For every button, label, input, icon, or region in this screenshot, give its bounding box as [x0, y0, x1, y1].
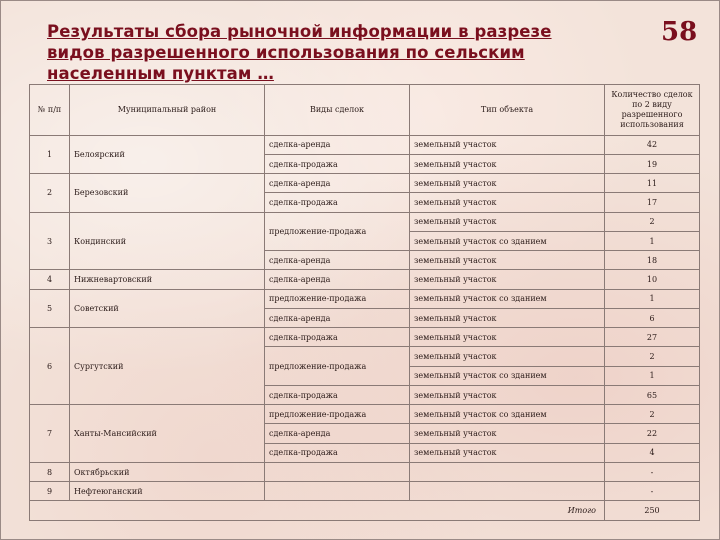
slide-number: 58 [661, 17, 698, 47]
cell-count: 17 [605, 193, 700, 212]
cell-object: земельный участок [410, 135, 605, 154]
cell-count: 1 [605, 366, 700, 385]
cell-object: земельный участок со зданием [410, 405, 605, 424]
cell-deal: сделка-продажа [265, 328, 410, 347]
cell-count: 10 [605, 270, 700, 289]
cell-object: земельный участок [410, 347, 605, 366]
cell-deal: предложение-продажа [265, 289, 410, 308]
table-row [30, 174, 700, 193]
cell-count: 1 [605, 231, 700, 250]
cell-count: 22 [605, 424, 700, 443]
cell-object: земельный участок со зданием [410, 366, 605, 385]
row-num: 8 [30, 462, 70, 481]
cell-object: земельный участок [410, 328, 605, 347]
cell-deal: сделка-продажа [265, 385, 410, 404]
row-num: 7 [30, 405, 70, 463]
cell-deal: сделка-аренда [265, 251, 410, 270]
row-num: 9 [30, 482, 70, 501]
cell-object: земельный участок со зданием [410, 231, 605, 250]
row-num: 3 [30, 212, 70, 270]
cell-object: земельный участок [410, 385, 605, 404]
cell-object: земельный участок [410, 443, 605, 462]
table-row [30, 462, 700, 481]
row-district: Березовский [70, 174, 265, 213]
row-district: Кондинский [70, 212, 265, 270]
header-num: № п/п [30, 85, 70, 136]
cell-deal: сделка-аренда [265, 424, 410, 443]
cell-count: 18 [605, 251, 700, 270]
cell-object: земельный участок [410, 193, 605, 212]
cell-count: 19 [605, 154, 700, 173]
cell-deal [265, 482, 410, 501]
cell-object: земельный участок [410, 251, 605, 270]
cell-deal: предложение-продажа [265, 212, 410, 251]
row-district: Нефтеюганский [70, 482, 265, 501]
cell-count: 6 [605, 308, 700, 327]
cell-deal: предложение-продажа [265, 405, 410, 424]
table-row [30, 270, 700, 289]
cell-count: - [605, 462, 700, 481]
cell-object: земельный участок [410, 212, 605, 231]
table-row [30, 405, 700, 424]
table-header-row [30, 85, 700, 136]
data-table [29, 84, 700, 521]
row-district: Нижневартовский [70, 270, 265, 289]
cell-count: 2 [605, 212, 700, 231]
header-district: Муниципальный район [70, 85, 265, 136]
cell-deal: сделка-аренда [265, 135, 410, 154]
cell-deal: сделка-аренда [265, 270, 410, 289]
header-object-type: Тип объекта [410, 85, 605, 136]
cell-object: земельный участок со зданием [410, 289, 605, 308]
row-num: 5 [30, 289, 70, 328]
cell-object [410, 482, 605, 501]
row-district: Советский [70, 289, 265, 328]
row-num: 1 [30, 135, 70, 174]
row-district: Октябрьский [70, 462, 265, 481]
cell-count: 42 [605, 135, 700, 154]
cell-deal: сделка-аренда [265, 308, 410, 327]
row-num: 6 [30, 328, 70, 405]
slide-title: Результаты сбора рыночной информации в разрезе видов разрешенного использования по сельским населенным пунктам … [47, 22, 552, 83]
row-district: Белоярский [70, 135, 265, 174]
cell-deal: сделка-продажа [265, 154, 410, 173]
cell-count: 2 [605, 405, 700, 424]
row-district: Ханты-Мансийский [70, 405, 265, 463]
header-count: Количество сделок по 2 виду разрешенного использования [605, 85, 700, 136]
cell-object: земельный участок [410, 308, 605, 327]
table-row [30, 135, 700, 154]
cell-object: земельный участок [410, 174, 605, 193]
table-row [30, 328, 700, 347]
cell-deal: сделка-аренда [265, 174, 410, 193]
total-label: Итого [30, 501, 605, 521]
cell-object: земельный участок [410, 424, 605, 443]
cell-count: 1 [605, 289, 700, 308]
table-row [30, 482, 700, 501]
cell-object: земельный участок [410, 154, 605, 173]
cell-count: 11 [605, 174, 700, 193]
row-district: Сургутский [70, 328, 265, 405]
cell-count: - [605, 482, 700, 501]
cell-deal [265, 462, 410, 481]
total-value: 250 [605, 501, 700, 521]
cell-deal: предложение-продажа [265, 347, 410, 386]
total-row [30, 501, 700, 521]
cell-deal: сделка-продажа [265, 193, 410, 212]
cell-count: 27 [605, 328, 700, 347]
table-row [30, 212, 700, 231]
cell-object [410, 462, 605, 481]
row-num: 4 [30, 270, 70, 289]
header-deal-type: Виды сделок [265, 85, 410, 136]
table-row [30, 289, 700, 308]
row-num: 2 [30, 174, 70, 213]
cell-count: 4 [605, 443, 700, 462]
cell-deal: сделка-продажа [265, 443, 410, 462]
cell-count: 2 [605, 347, 700, 366]
cell-count: 65 [605, 385, 700, 404]
cell-object: земельный участок [410, 270, 605, 289]
